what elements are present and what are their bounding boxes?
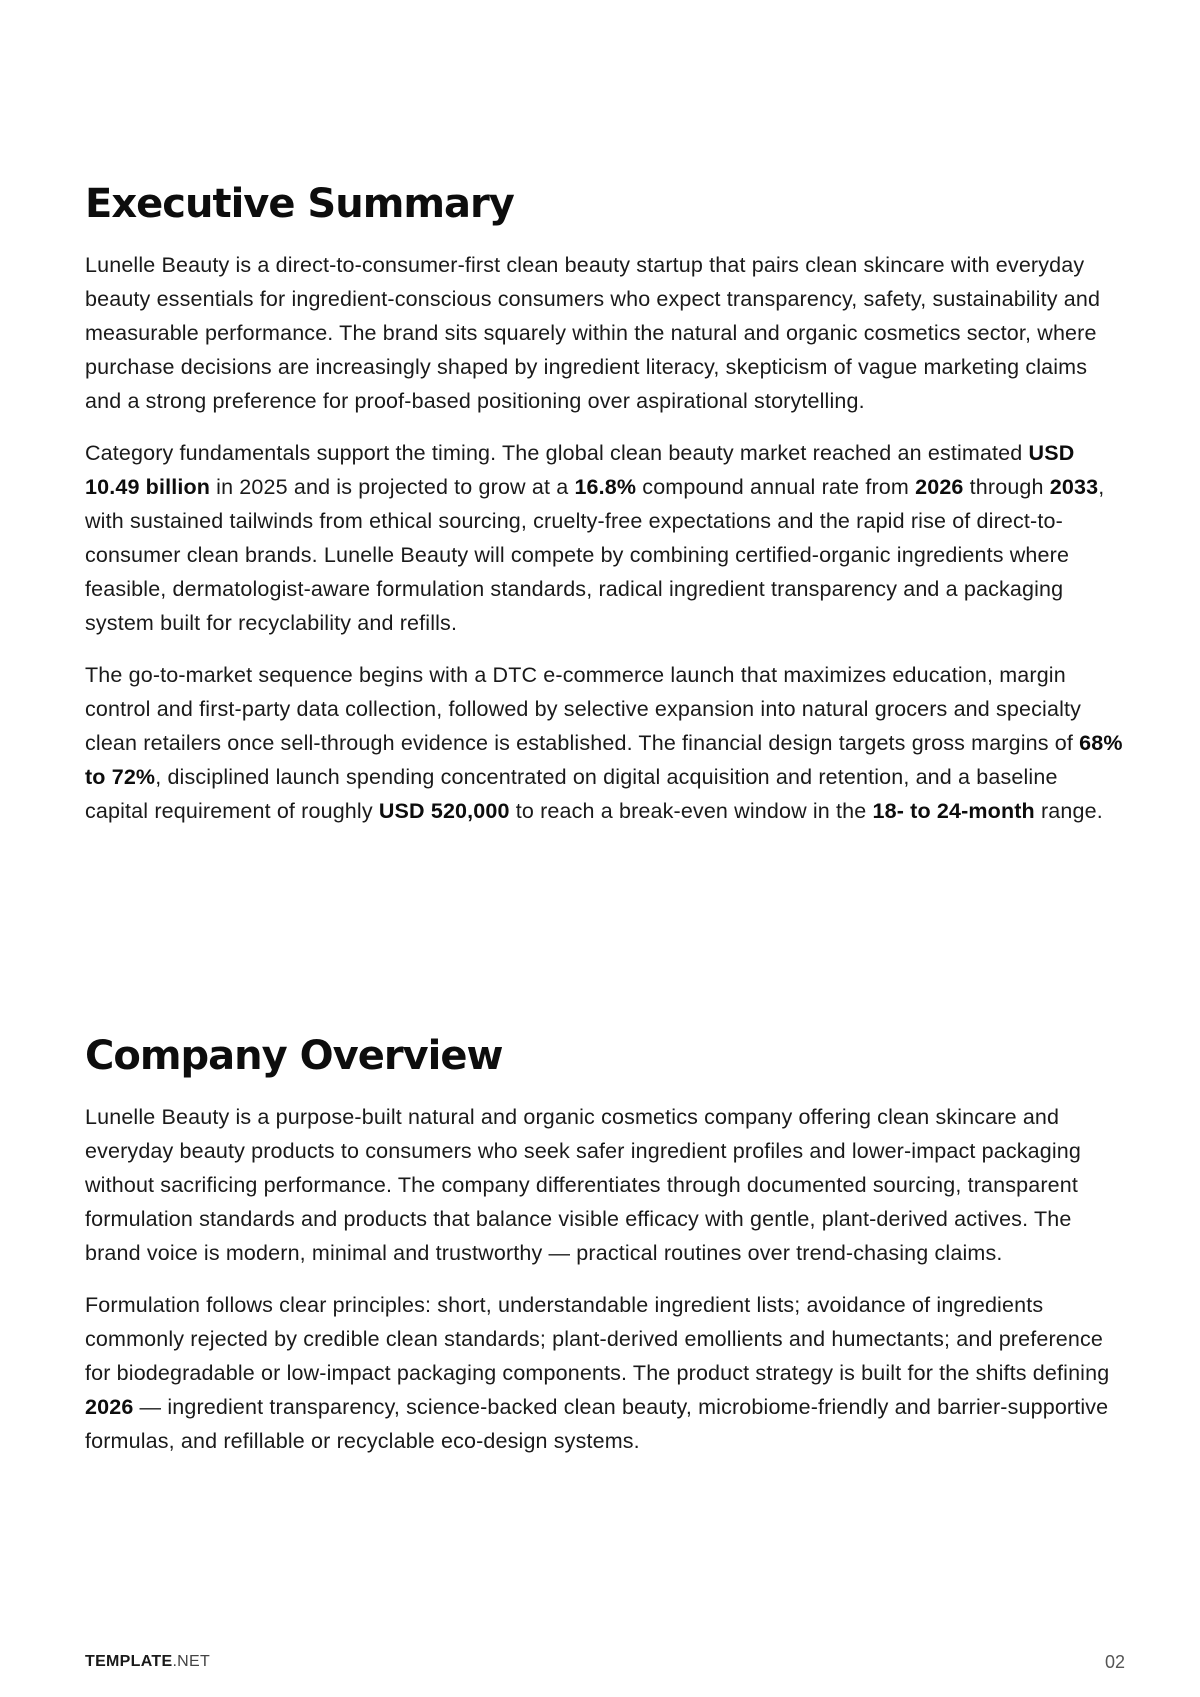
start-year-value: 2026 <box>915 475 964 499</box>
growth-rate-value: 16.8% <box>574 475 637 499</box>
end-year-value: 2033 <box>1049 475 1099 499</box>
strategy-year-value: 2026 <box>85 1395 134 1419</box>
page-number: 02 <box>1104 1651 1125 1672</box>
brand-logo-light: .NET <box>172 1653 211 1670</box>
company-overview-paragraph-2 <box>85 1288 1125 1458</box>
text-run: , with sustained tailwinds from ethical sourcing, cruelty-free expectations and the rapid rise of direct-to-consumer clean brands. Lunelle Beauty will compete by combining certified-organic ingredients where feasible, dermatologist-aware formulation standards, radical ingredient transparency and a packaging system built for recyclability and refills. <box>85 475 1105 635</box>
text-run: range. <box>1034 799 1103 823</box>
text-run: Formulation follows clear principles: short, understandable ingredient lists; avoidance of ingredients commonly rejected by credible clean standards; plant-derived emollients and humectants; and preference for biodegradable or low-impact packaging components. The product strategy is built for the shifts defining <box>85 1293 1110 1385</box>
executive-summary-heading: Executive Summary <box>85 181 514 227</box>
text-run: in 2025 and is projected to grow at a <box>210 475 575 499</box>
text-run: — ingredient transparency, science-backed clean beauty, microbiome-friendly and barrier-supportive formulas, and refillable or recyclable eco-design systems. <box>85 1395 1109 1453</box>
company-overview-paragraph-1: Lunelle Beauty is a purpose-built natural and organic cosmetics company offering clean skincare and everyday beauty products to consumers who seek safer ingredient profiles and lower-impact packaging without sacrificing performance. The company differentiates through documented sourcing, transparent formulation standards and products that balance visible efficacy with gentle, plant-derived actives. The brand voice is modern, minimal and trustworthy — practical routines over trend-chasing claims. <box>85 1105 1082 1265</box>
executive-summary-paragraph-1: Lunelle Beauty is a direct-to-consumer-first clean beauty startup that pairs clean skincare with everyday beauty essentials for ingredient-conscious consumers who expect transparency, safety, sustainability and measurable performance. The brand sits squarely within the natural and organic cosmetics sector, where purchase decisions are increasingly shaped by ingredient literacy, skepticism of vague marketing claims and a strong preference for proof-based positioning over aspirational storytelling. <box>85 253 1101 413</box>
text-run: to reach a break-even window in the <box>509 799 873 823</box>
text-run: compound annual rate from <box>636 475 916 499</box>
text-run: , disciplined launch spending concentrated on digital acquisition and retention, and a baseline capital requirement of roughly <box>85 765 1058 823</box>
break-even-window-value: 18- to 24-month <box>872 799 1035 823</box>
executive-summary-section <box>85 178 1125 846</box>
executive-summary-paragraph-2 <box>85 436 1125 640</box>
executive-summary-paragraph-3 <box>85 658 1125 828</box>
company-overview-section <box>85 1030 1125 1476</box>
page-footer <box>85 1650 1125 1674</box>
text-run: Category fundamentals support the timing. The global clean beauty market reached an estimated <box>85 441 1029 465</box>
text-run: The go-to-market sequence begins with a DTC e-commerce launch that maximizes education, margin control and first-party data collection, followed by selective expansion into natural grocers and specialty clean retailers once sell-through evidence is established. The financial design targets gross margins of <box>85 663 1082 755</box>
brand-logo-bold: TEMPLATE <box>85 1653 173 1670</box>
brand-logo <box>85 1653 210 1671</box>
company-overview-heading: Company Overview <box>85 1033 503 1079</box>
capital-requirement-value: USD 520,000 <box>378 799 510 823</box>
market-size-value: USD 10.49 billion <box>85 441 1075 499</box>
gross-margin-value: 68% to 72% <box>85 731 1123 789</box>
text-run: through <box>963 475 1050 499</box>
